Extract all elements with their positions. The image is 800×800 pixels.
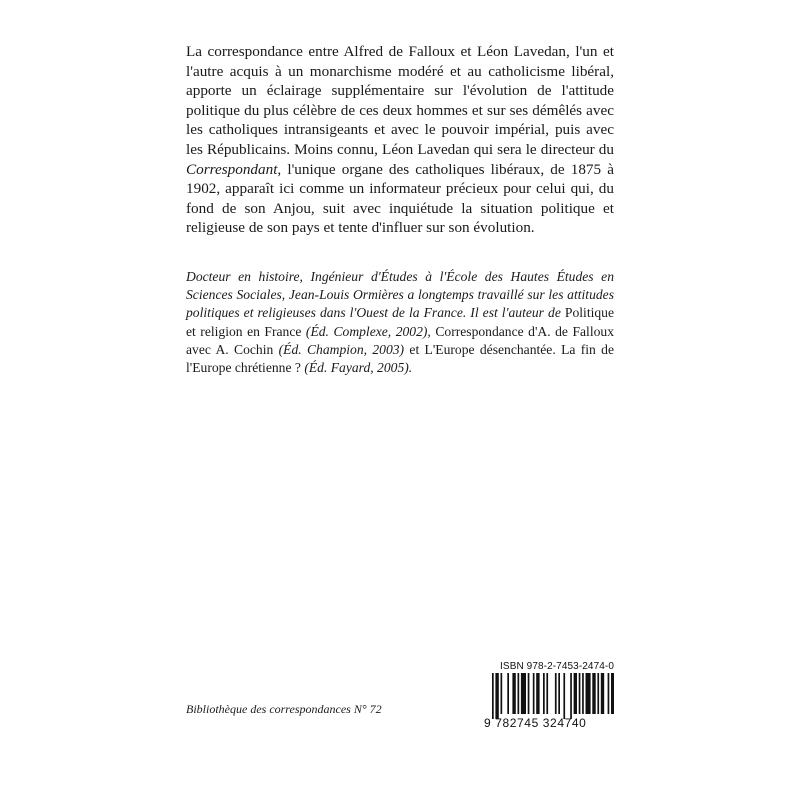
- bio-italic-1: Docteur en histoire, Ingénieur d'Études à l'École des Hautes Études en Sciences Sociales, Jean-Louis Ormières a longtemps travaillé sur les attitudes politiques et religieuses dans l'Ouest de la France. Il est l'auteur de: [186, 269, 614, 321]
- barcode-bar: [528, 673, 530, 714]
- series-label: Bibliothèque des correspondances N° 72: [186, 702, 382, 716]
- book-title-3: et L'Europe désenchantée. La fin de l'Europe chrétienne ?: [186, 341, 614, 376]
- barcode-bar: [501, 673, 503, 714]
- barcode-bar: [555, 673, 557, 714]
- book-title-2: Correspondance d'A. de Falloux avec A. Cochin: [186, 323, 614, 357]
- barcode-bar: [570, 673, 572, 719]
- bio-italic-4: (Éd. Fayard, 2005).: [300, 360, 413, 376]
- barcode-bar: [495, 673, 498, 719]
- barcode-bar: [611, 673, 614, 714]
- barcode-bar: [582, 673, 584, 714]
- barcode-bar: [601, 673, 604, 714]
- back-cover-blurb: [186, 42, 614, 238]
- barcode-bar: [512, 673, 515, 714]
- barcode-bar: [608, 673, 610, 714]
- barcode-bar: [533, 673, 535, 714]
- isbn-barcode: [482, 661, 614, 729]
- barcode-bar: [546, 673, 548, 714]
- barcode-bar: [586, 673, 591, 714]
- journal-title: Correspondant: [186, 160, 278, 178]
- barcode-bar: [518, 673, 520, 714]
- barcode-bar: [536, 673, 539, 714]
- bio-italic-2: (Éd. Complexe, 2002),: [301, 323, 436, 339]
- bio-italic-3: (Éd. Champion, 2003): [273, 341, 410, 357]
- book-title-1: Politique et religion en France: [186, 305, 614, 339]
- barcode-bar: [597, 673, 599, 714]
- barcode-bar: [579, 673, 581, 714]
- barcode-digits: 9 782745 324740: [484, 716, 587, 729]
- barcode-bar: [563, 673, 565, 719]
- blurb-text-1: La correspondance entre Alfred de Falloux et Léon Lavedan, l'un et l'autre acquis à un monarchisme modéré et au catholicisme libéral, apporte un éclairage supplémentaire sur l'évolution de l'attitude politique du plus célèbre de ces deux hommes et sur ses démêlés avec les catholiques intransigeants et avec le pouvoir impérial, puis avec les Républicains. Moins connu, Léon Lavedan qui sera le directeur du: [186, 43, 614, 158]
- barcode-bar: [507, 673, 509, 714]
- blurb-text-2: , l'unique organe des catholiques libéraux, de 1875 à 1902, apparaît ici comme un informateur précieux pour celui qui, du fond de son Anjou, suit avec inquiétude la situation politique et religieuse de son pays et tente d'influer sur son évolution.: [186, 160, 614, 237]
- barcode-bar: [492, 673, 494, 719]
- barcode-bar: [574, 673, 577, 714]
- barcode-bar: [543, 673, 545, 714]
- barcode-bar: [558, 673, 560, 714]
- author-bio: [186, 268, 614, 377]
- barcode-bars: [482, 673, 614, 729]
- isbn-label: ISBN 978-2-7453-2474-0: [500, 661, 614, 672]
- barcode-bar: [521, 673, 526, 714]
- barcode-bar: [592, 673, 595, 714]
